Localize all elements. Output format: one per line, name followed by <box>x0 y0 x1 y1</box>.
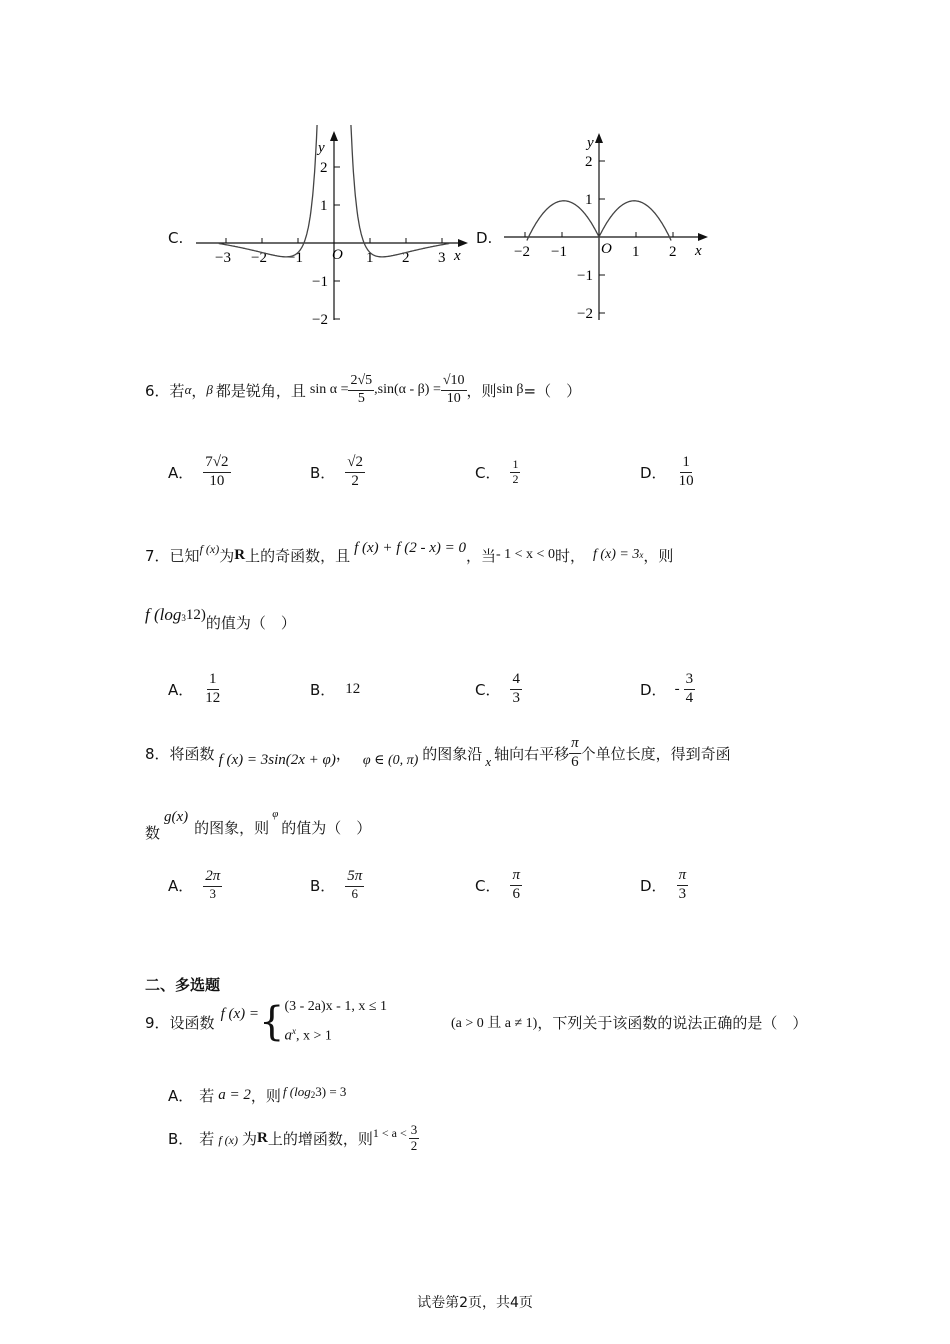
graph-c-x-tick-label: −1 <box>287 250 303 266</box>
graph-c-y-label: y <box>318 140 325 156</box>
q8-option-c[interactable]: C． $\frac{\pi}{6}$ <box>475 867 520 902</box>
graph-c-x-tick-label: −3 <box>215 250 231 266</box>
graph-c-y-tick-label: 2 <box>320 160 328 176</box>
graph-c-x-arrow <box>458 239 468 247</box>
q9-option-b[interactable]: B． 若 f (x) 为 R 上的增函数，则 1 < a < $\frac{3}{2}$ <box>168 1121 418 1153</box>
q7-option-a[interactable]: A． $\frac{1}{12}$ <box>168 671 221 706</box>
graph-d-x-label: x <box>695 243 702 259</box>
q8-option-b[interactable]: B． $\frac{5\pi}{6}$ <box>310 868 363 901</box>
graph-c-curve-left <box>219 125 317 257</box>
graph-d <box>498 125 723 325</box>
graph-d-x-tick-label: 1 <box>632 244 640 260</box>
graph-c-label: C. <box>168 229 184 247</box>
q9-case-2: $a^x$, x > 1 <box>284 1026 332 1044</box>
graph-d-x-tick-label: 2 <box>669 244 677 260</box>
graph-d-x-arrow <box>698 233 708 241</box>
graph-d-y-arrow <box>595 133 603 143</box>
q7-option-b[interactable]: B． 12 <box>310 680 361 699</box>
page-footer: 试卷第2页，共4页 <box>417 1295 533 1311</box>
q7-stem: 7． 已知 f (x) 为 R 上的奇函数，且 f (x) + f (2 - x) = 0 ，当 - 1 < x < 0 时， f (x) = 3 x ，则 <box>145 539 674 565</box>
graph-d-y-tick-label: −2 <box>577 306 593 322</box>
q9-brace: { <box>259 999 285 1045</box>
q9-case-1: (3 - 2a)x - 1, x ≤ 1 <box>284 999 387 1015</box>
q9-number: 9． <box>145 1013 170 1032</box>
q9-option-a[interactable]: A． 若 a = 2 ，则 f (log 2 3) = 3 <box>168 1084 347 1105</box>
q6-sina: sin α = <box>309 382 349 397</box>
q8-option-a[interactable]: A． $\frac{2\pi}{3}$ <box>168 868 221 901</box>
graph-d-label: D. <box>476 229 493 247</box>
graph-c-y-tick-label: 1 <box>320 198 328 214</box>
graph-c-x-tick-label: 1 <box>366 250 374 266</box>
graph-c-x-label: x <box>454 248 461 264</box>
graph-d-y-label: y <box>587 135 594 151</box>
graph-d-y-tick-label: 1 <box>585 192 593 208</box>
q7-equation: f (x) + f (2 - x) = 0 <box>354 539 466 556</box>
graph-d-y-tick-label: 2 <box>585 154 593 170</box>
q6-sinab: ,sin(α - β) = <box>374 382 441 397</box>
graph-c-x-ticks <box>215 238 446 266</box>
graph-c-curve-right <box>351 125 449 257</box>
section-title-multi-choice: 二、多选题 <box>145 976 221 994</box>
graph-d-x-ticks <box>514 232 677 260</box>
graph-c-y-tick-label: −1 <box>312 274 328 290</box>
q8-option-d[interactable]: D． $\frac{\pi}{3}$ <box>640 867 687 902</box>
graph-c-y-tick-label: −2 <box>312 312 328 325</box>
graph-d-origin: O <box>601 241 612 257</box>
graph-d-x-tick-label: −1 <box>551 244 567 260</box>
graph-c-x-tick-label: 3 <box>438 250 446 266</box>
q6-option-a[interactable]: A． $\frac{7√2}{10}$ <box>168 454 229 489</box>
q9-stem: 9． 设函数 f (x) = { (3 - 2a)x - 1, x ≤ 1 $a^x$, x > 1 (a > 0 且 a ≠ 1) ，下列关于该函数的说法正确的是（ ） <box>145 996 807 1048</box>
graph-d-x-tick-label: −2 <box>514 244 530 260</box>
q6-stem: 6． 若 α ， β 都是锐角，且 sin α = $\frac{2√5}{5}$ ,sin(α - β) = $\frac{√10}{10}$ ，则 sin β =（ ） <box>145 373 582 406</box>
graph-c-origin: O <box>332 247 343 263</box>
q7-option-c[interactable]: C． $\frac{4}{3}$ <box>475 671 520 706</box>
q7-number: 7． <box>145 546 170 565</box>
q7-stem-line2: f (log $_3$ 12) 的值为（ ） <box>145 605 296 632</box>
q8-stem-line2: 数 g(x) 的图象，则 φ 的值为（ ） <box>145 808 372 842</box>
graph-c-x-tick-label: 2 <box>402 250 410 266</box>
graph-c-y-arrow <box>330 131 338 141</box>
q6-option-c[interactable]: C． $\frac{1}{2}$ <box>475 456 519 486</box>
graph-c <box>190 125 475 325</box>
q6-option-d[interactable]: D． $\frac{1}{10}$ <box>640 454 694 489</box>
q6-number: 6． <box>145 381 170 400</box>
graph-d-y-tick-label: −1 <box>577 268 593 284</box>
q6-option-b[interactable]: B． $\frac{√2}{2}$ <box>310 454 364 489</box>
q7-option-d[interactable]: D． - $\frac{3}{4}$ <box>640 671 694 706</box>
graph-d-y-ticks <box>577 154 605 322</box>
q8-function: f (x) = 3sin(2x + φ) <box>218 751 336 768</box>
q8-number: 8． <box>145 744 170 763</box>
graph-c-x-tick-label: −2 <box>251 250 267 266</box>
q8-stem: 8． 将函数 f (x) = 3sin(2x + φ) ， φ ∈ (0, π) 的图象沿 x 轴向右平移 $\frac{\pi}{6}$ 个单位长度，得到奇函 <box>145 735 731 770</box>
